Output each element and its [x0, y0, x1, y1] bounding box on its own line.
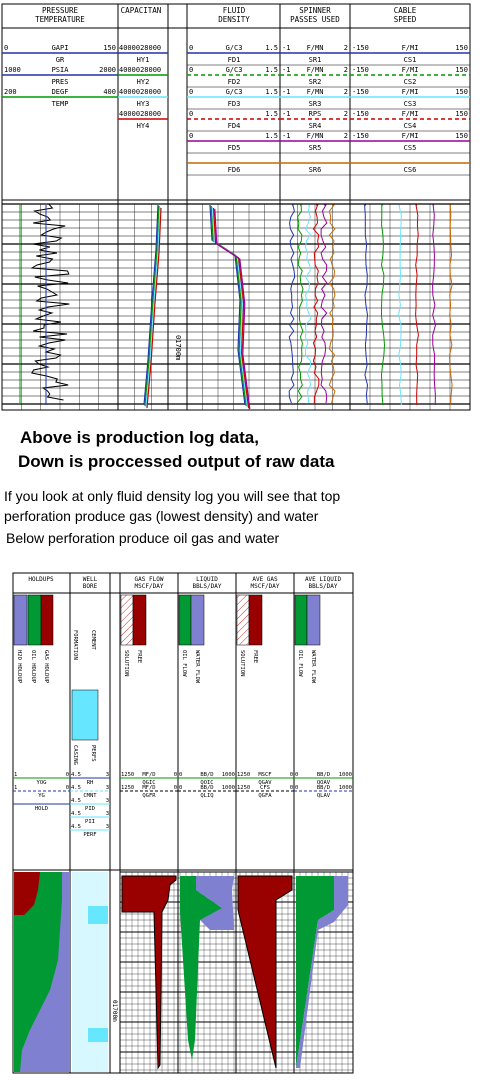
svg-text:CS6: CS6: [403, 166, 417, 174]
processed-legend: [14, 595, 320, 765]
holdup-gas-bar: [41, 595, 53, 645]
svg-text:YG: YG: [38, 793, 45, 799]
svg-text:0: 0: [189, 88, 194, 96]
svg-text:F/MI: F/MI: [401, 132, 419, 140]
curve-header-fd1: [187, 44, 280, 65]
svg-text:SR3: SR3: [308, 100, 322, 108]
svg-text:CFS: CFS: [260, 785, 270, 791]
curve-header-cs3: [350, 88, 470, 109]
curve-header-yog: [13, 772, 70, 786]
svg-text:MF/D: MF/D: [142, 785, 156, 791]
svg-text:RH: RH: [86, 780, 94, 786]
label-avegas-solution: SOLUTION: [239, 650, 245, 677]
svg-text:QLAV: QLAV: [316, 793, 331, 799]
svg-text:0: 0: [65, 785, 69, 791]
svg-text:F/MI: F/MI: [401, 44, 419, 52]
svg-text:150: 150: [455, 110, 468, 118]
avegas-free-bar: [249, 595, 262, 645]
svg-text:-150: -150: [352, 44, 369, 52]
svg-text:0: 0: [189, 44, 194, 52]
svg-text:SR1: SR1: [308, 56, 322, 64]
svg-text:-150: -150: [352, 88, 369, 96]
svg-text:-1: -1: [282, 110, 291, 118]
svg-text:SR6: SR6: [308, 166, 322, 174]
svg-text:GR: GR: [55, 56, 65, 64]
gasflow-solution-bar: [121, 595, 133, 645]
curve-header-qgav: [236, 772, 294, 786]
svg-text:2000: 2000: [99, 66, 116, 74]
processed-depth-label: 01700m: [111, 1000, 118, 1022]
svg-text:F/MI: F/MI: [401, 88, 419, 96]
svg-text:BB/D: BB/D: [316, 785, 331, 791]
label-gas-holdup: GAS HOLDUP: [43, 650, 49, 684]
curve-header-hy3: [118, 88, 168, 108]
svg-text:PSIA: PSIA: [51, 66, 69, 74]
svg-text:QOIC: QOIC: [200, 780, 214, 786]
svg-text:0: 0: [289, 785, 293, 791]
curve-header-cs5: [350, 132, 470, 153]
svg-text:150: 150: [455, 132, 468, 140]
label-formation: FORMATION: [72, 630, 78, 660]
svg-text:4.5: 4.5: [71, 824, 81, 830]
note-line-4: perforation produce gas (lowest density) and water: [4, 508, 319, 524]
svg-text:FD5: FD5: [227, 144, 241, 152]
svg-text:1000: 1000: [4, 66, 21, 74]
svg-text:QOAV: QOAV: [316, 780, 331, 786]
svg-text:0: 0: [65, 772, 69, 778]
processed-log: [13, 573, 353, 1073]
svg-text:4000028000: 4000028000: [119, 44, 162, 52]
processed-fills: [14, 872, 348, 1072]
track-title-well-bore: WELL BORE: [82, 576, 98, 590]
curve-header-hold: [13, 804, 70, 812]
svg-text:1.5: 1.5: [265, 88, 278, 96]
liquid-water-bar: [191, 595, 204, 645]
svg-text:CS3: CS3: [403, 100, 417, 108]
svg-text:-150: -150: [352, 132, 369, 140]
svg-text:1.5: 1.5: [265, 110, 278, 118]
curve-header-cs4: [350, 110, 470, 131]
svg-text:HY3: HY3: [136, 100, 150, 108]
label-water-flow: WATER FLOW: [194, 650, 200, 684]
curve-header-sr4: [280, 110, 350, 131]
svg-text:F/MI: F/MI: [401, 110, 419, 118]
svg-text:1250: 1250: [237, 772, 251, 778]
svg-text:0: 0: [289, 772, 293, 778]
svg-text:FD6: FD6: [227, 166, 241, 174]
curve-header-qgfr: [120, 785, 178, 799]
note-line-3: If you look at only fluid density log you will see that top: [4, 488, 341, 504]
raw-log: [2, 4, 470, 410]
curve-header-hy1: [118, 44, 168, 64]
svg-text:QGIC: QGIC: [142, 780, 156, 786]
svg-text:QGAV: QGAV: [258, 780, 272, 786]
svg-text:2: 2: [343, 110, 348, 118]
curve-header-qoav: [294, 772, 353, 786]
track-title-pressure-temperature: PRESSURE TEMPERATURE: [35, 6, 85, 24]
svg-text:400: 400: [103, 88, 116, 96]
svg-text:0: 0: [173, 785, 177, 791]
curve-header-qlav: [294, 785, 353, 799]
svg-text:DEGF: DEGF: [51, 88, 69, 96]
svg-text:BB/D: BB/D: [200, 772, 214, 778]
svg-text:PRES: PRES: [51, 78, 69, 86]
svg-text:F/MN: F/MN: [306, 66, 324, 74]
svg-text:YOG: YOG: [36, 780, 47, 786]
svg-text:4.5: 4.5: [71, 785, 81, 791]
curve-header-sr3: [280, 88, 350, 109]
svg-text:150: 150: [455, 44, 468, 52]
svg-text:0: 0: [295, 785, 299, 791]
svg-text:1.5: 1.5: [265, 44, 278, 52]
label-aveliq-oil: OIL FLOW: [297, 650, 303, 677]
curve-header-sr6: [280, 163, 350, 175]
svg-text:BB/D: BB/D: [316, 772, 331, 778]
svg-text:FD4: FD4: [227, 122, 241, 130]
svg-text:1.5: 1.5: [265, 132, 278, 140]
track-title-spinner: SPINNER PASSES USED: [290, 6, 340, 24]
svg-text:0: 0: [295, 772, 299, 778]
gasflow-free-bar: [133, 595, 146, 645]
svg-text:CS1: CS1: [403, 56, 417, 64]
svg-text:2: 2: [343, 88, 348, 96]
curve-header-sr5: [280, 132, 350, 153]
label-casing: CASING: [72, 745, 78, 765]
svg-text:0: 0: [189, 132, 194, 140]
svg-text:TEMP: TEMP: [51, 100, 69, 108]
curve-header-qliq: [178, 785, 236, 799]
svg-text:2: 2: [343, 66, 348, 74]
processed-curve-headers: [13, 772, 353, 838]
svg-text:1250: 1250: [121, 785, 135, 791]
svg-text:PII: PII: [85, 819, 95, 825]
svg-text:HY4: HY4: [136, 122, 150, 130]
note-line-2: Down is proccessed output of raw data: [18, 452, 335, 471]
raw-curves: [20, 205, 452, 409]
svg-text:PID: PID: [85, 806, 95, 812]
curve-header-sr2: [280, 66, 350, 87]
avegas-solution-bar: [237, 595, 249, 645]
track-title-ave-gas: AVE GAS MSCF/DAY: [250, 576, 280, 590]
perf-lower: [88, 1028, 108, 1042]
raw-curve-headers: [2, 44, 470, 175]
svg-text:MSCF: MSCF: [258, 772, 272, 778]
curve-header-rh: [70, 772, 110, 786]
label-cement: CEMENT: [90, 630, 96, 650]
svg-text:SR4: SR4: [308, 122, 322, 130]
liquid-oil-bar: [179, 595, 191, 645]
svg-text:HY1: HY1: [136, 56, 150, 64]
svg-text:G/C3: G/C3: [225, 44, 243, 52]
track-title-ave-liquid: AVE LIQUID BBLS/DAY: [304, 576, 342, 590]
svg-text:0: 0: [173, 772, 177, 778]
svg-text:1.5: 1.5: [265, 66, 278, 74]
svg-text:0: 0: [4, 44, 9, 52]
svg-text:BB/D: BB/D: [200, 785, 214, 791]
svg-text:F/MN: F/MN: [306, 132, 324, 140]
curve-header-gr: [2, 44, 118, 64]
svg-text:FD3: FD3: [227, 100, 241, 108]
svg-text:-1: -1: [282, 66, 291, 74]
svg-text:CS5: CS5: [403, 144, 417, 152]
label-gas-solution: SOLUTION: [123, 650, 129, 677]
svg-text:4000028000: 4000028000: [119, 110, 162, 118]
svg-text:4.5: 4.5: [71, 772, 81, 778]
label-oil-holdup: OIL HOLDUP: [30, 650, 36, 684]
svg-text:4.5: 4.5: [71, 798, 81, 804]
svg-text:2: 2: [343, 132, 348, 140]
svg-text:1: 1: [14, 785, 18, 791]
svg-text:GAPI: GAPI: [51, 44, 69, 52]
svg-text:0: 0: [189, 110, 194, 118]
aveliq-oil-bar: [295, 595, 307, 645]
curve-header-cs2: [350, 66, 470, 87]
track-title-capacitance: CAPACITAN: [120, 6, 162, 15]
svg-text:1000: 1000: [338, 772, 352, 778]
svg-text:1250: 1250: [121, 772, 135, 778]
svg-text:150: 150: [455, 66, 468, 74]
svg-text:3: 3: [105, 772, 109, 778]
svg-text:-1: -1: [282, 44, 291, 52]
curve-header-fd4: [187, 110, 280, 131]
curve-header-hy2: [118, 66, 168, 86]
curve-header-cmnt: [70, 785, 110, 799]
track-title-holdups: HOLDUPS: [28, 576, 54, 583]
svg-text:3: 3: [105, 811, 109, 817]
note-line-1: Above is production log data,: [20, 428, 259, 447]
svg-text:FD1: FD1: [227, 56, 241, 64]
svg-text:150: 150: [103, 44, 116, 52]
svg-text:HY2: HY2: [136, 78, 150, 86]
svg-text:F/MI: F/MI: [401, 66, 419, 74]
curve-header-pii: [70, 811, 110, 825]
svg-text:1250: 1250: [237, 785, 251, 791]
raw-depth-label: 01700m: [174, 335, 182, 361]
svg-text:CS4: CS4: [403, 122, 417, 130]
svg-text:PERF: PERF: [83, 832, 97, 838]
note-line-5: Below perforation produce oil gas and water: [6, 530, 280, 546]
holdup-oil-bar: [28, 595, 41, 645]
svg-text:HOLD: HOLD: [34, 806, 49, 812]
label-perfs: PERFS: [90, 745, 96, 762]
svg-text:4000028000: 4000028000: [119, 66, 162, 74]
svg-text:G/C3: G/C3: [225, 88, 243, 96]
curve-header-pres: [2, 66, 118, 86]
curve-header-cs6: [350, 163, 470, 175]
label-oil-flow: OIL FLOW: [181, 650, 187, 677]
svg-text:F/MN: F/MN: [306, 44, 324, 52]
curve-header-pid: [70, 798, 110, 812]
track-title-fluid-density: FLUID DENSITY: [218, 6, 250, 24]
svg-text:0: 0: [179, 772, 183, 778]
curve-header-qgic: [120, 772, 178, 786]
curve-header-yg: [13, 785, 70, 799]
curve-header-qgfa: [236, 785, 294, 799]
svg-text:FD2: FD2: [227, 78, 241, 86]
svg-text:4000028000: 4000028000: [119, 88, 162, 96]
aveliq-water-bar: [307, 595, 320, 645]
wellbore-casing-bar: [72, 690, 98, 740]
label-gas-free: FREE: [136, 650, 142, 664]
svg-text:2: 2: [343, 44, 348, 52]
holdup-water-bar: [14, 595, 27, 645]
curve-header-cs1: [350, 44, 470, 65]
svg-text:SR5: SR5: [308, 144, 322, 152]
svg-text:3: 3: [105, 785, 109, 791]
track-title-liquid: LIQUID BBLS/DAY: [192, 576, 222, 590]
curve-header-perf: [70, 824, 110, 838]
svg-text:QLIQ: QLIQ: [200, 793, 214, 799]
svg-text:F/MN: F/MN: [306, 88, 324, 96]
svg-text:1000: 1000: [221, 772, 235, 778]
svg-text:MF/D: MF/D: [142, 772, 156, 778]
svg-text:CS2: CS2: [403, 78, 417, 86]
svg-text:3: 3: [105, 824, 109, 830]
svg-text:-1: -1: [282, 132, 291, 140]
svg-text:0: 0: [179, 785, 183, 791]
svg-text:150: 150: [455, 88, 468, 96]
svg-text:0: 0: [189, 66, 194, 74]
svg-text:1000: 1000: [338, 785, 352, 791]
svg-text:G/C3: G/C3: [225, 66, 243, 74]
svg-text:-150: -150: [352, 110, 369, 118]
curve-header-fd5: [187, 132, 280, 153]
label-h2o-holdup: H2O HOLDUP: [16, 650, 22, 684]
curve-header-fd3: [187, 88, 280, 109]
curve-header-sr1: [280, 44, 350, 65]
svg-text:4.5: 4.5: [71, 811, 81, 817]
svg-text:RPS: RPS: [308, 110, 322, 118]
label-aveliq-water: WATER FLOW: [310, 650, 316, 684]
curve-header-hy4: [118, 110, 168, 130]
track-title-cable-speed: CABLE SPEED: [393, 6, 417, 24]
svg-text:-150: -150: [352, 66, 369, 74]
svg-text:QGFR: QGFR: [142, 793, 156, 799]
curve-header-fd6: [187, 163, 280, 175]
track-title-gas-flow: GAS FLOW MSCF/DAY: [134, 576, 164, 590]
curve-header-fd2: [187, 66, 280, 87]
svg-text:1000: 1000: [221, 785, 235, 791]
curve-header-qoic: [178, 772, 236, 786]
svg-text:SR2: SR2: [308, 78, 322, 86]
svg-text:QGFA: QGFA: [258, 793, 272, 799]
perf-upper: [88, 906, 108, 924]
svg-text:3: 3: [105, 798, 109, 804]
svg-text:200: 200: [4, 88, 17, 96]
svg-text:CMNT: CMNT: [83, 793, 97, 799]
svg-text:-1: -1: [282, 88, 291, 96]
label-avegas-free: FREE: [252, 650, 258, 664]
curve-header-temp: [2, 88, 118, 108]
svg-text:1: 1: [14, 772, 18, 778]
